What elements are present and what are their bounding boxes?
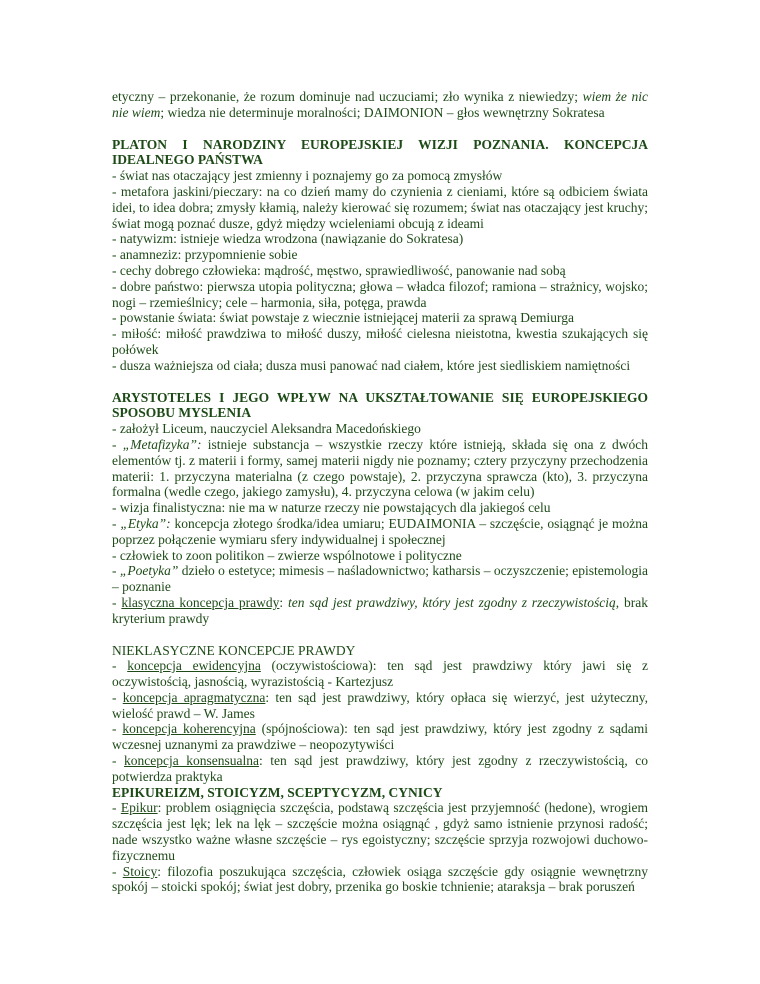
platon-item: - anamneziz: przypomnienie sobie (112, 247, 298, 263)
platon-item: - cechy dobrego człowieka: mądrość, męstwo, sprawiedliwość, panowanie nad sobą (112, 262, 566, 278)
platon-item: - powstanie świata: świat powstaje z wiecznie istniejącej materii za sprawą Demiurga (112, 310, 574, 326)
arystoteles-item: - wizja finalistyczna: nie ma w naturze rzeczy nie powstających dla jakiegoś celu (112, 500, 551, 516)
arystoteles-item: - człowiek to zoon politikon – zwierze wspólnotowe i polityczne (112, 547, 462, 563)
platon-item: - świat nas otaczający jest zmienny i poznajemy go za pomocą zmysłów (112, 168, 503, 184)
nieklasyczne-item: - koncepcja apragmatyczna: ten sąd jest prawdziwy, który opłaca się wierzyć, jest użyteczny, wielość prawd – W. James (112, 689, 648, 721)
koncepcja-apragmatyczna: koncepcja apragmatyczna (122, 689, 266, 705)
nieklasyczne-item: - koncepcja koherencyjna (spójnościowa): ten sąd jest prawdziwy, który jest zgodny z sądami wczesnej uznanymi za prawdziwe – neopozytywiści (112, 721, 648, 753)
arystoteles-etyka: - „Etyka”: koncepcja złotego środka/idea umiaru; EUDAIMONIA – szczęście, osiągnąć je można poprzez połączenie wymiaru sfery indywidualnej i społecznej (112, 515, 648, 547)
koncepcja-ewidencyjna: koncepcja ewidencyjna (127, 658, 261, 674)
nieklasyczne-item: - koncepcja ewidencyjna (oczywistościowa): ten sąd jest prawdziwy który jawi się z oczywistością, jasnością, wyrazistością - Kartezjusz (112, 658, 649, 690)
epikureizm-item: - Stoicy: filozofia poszukująca szczęścia, człowiek osiąga szczęście gdy osiągnie wewnętrzny spokój – stoicki spokój; świat jest dobry, przenika go boskie tchnienie; ataraksja – brak poruszeń (112, 863, 649, 895)
arystoteles-metafizyka: - „Metafizyka”: istnieje substancja – wszystkie rzeczy które istnieją, składa się ona z dwóch elementów tj. z materii i formy, samej materii nigdy nie poznamy; cztery przyczyny przechodzenia materii: 1. przyczyna materialna (z czego powstaje), 2. przyczyna sprawcza (kto), 3. przyczyna formalna (wedle czego, jakiego zamysłu), 4. przyczyna celowa (w jakim celu) (112, 436, 648, 500)
nieklasyczne-heading: NIEKLASYCZNE KONCEPCJE PRAWDY (112, 642, 356, 658)
platon-heading: PLATON I NARODZINY EUROPEJSKIEJ WIZJI POZNANIA. KONCEPCJA IDEALNEGO PAŃSTWA (112, 136, 648, 168)
metafizyka-title: „Metafizyka”: (122, 436, 202, 452)
arystoteles-item: - założył Liceum, nauczyciel Aleksandra Macedońskiego (112, 421, 421, 437)
epikureizm-heading: EPIKUREIZM, STOICYZM, SCEPTYCYZM, CYNICY (112, 784, 443, 800)
platon-item: - miłość: miłość prawdziwa to miłość duszy, miłość cielesna nieistotna, kwestia szukających się połówek (112, 326, 648, 357)
platon-item: - metafora jaskini/pieczary: na co dzień mamy do czynienia z cieniami, które są odbiciem świata idei, to idea dobra; zmysły kłamią, należy kierować się rozumem; świat nas otaczający jest kruchy; świat mogą poznać dusze, gdyż między wcieleniami obcują z ideami (112, 183, 648, 231)
klasyczna-definition: ten sąd jest prawdziwy, który jest zgodny z rzeczywistością (288, 594, 616, 610)
koncepcja-koherencyjna: koncepcja koherencyjna (122, 721, 256, 737)
stoicy-link: Stoicy (122, 863, 158, 879)
klasyczna-koncepcja-link: klasyczna koncepcja prawdy (121, 594, 280, 610)
arystoteles-klasyczna: - klasyczna koncepcja prawdy: ten sąd jest prawdziwy, który jest zgodny z rzeczywistością, brak kryterium prawdy (112, 594, 648, 626)
poetyka-title: „Poetyka” (119, 563, 179, 579)
platon-item: - dobre państwo: pierwsza utopia polityczna; głowa – władca filozof; ramiona – strażnicy, wojsko; nogi – rzemieślnicy; cele – harmonia, siła, potęga, prawda (112, 278, 648, 310)
epikureizm-item: - Epikur: problem osiągnięcia szczęścia, podstawą szczęścia jest przyjemność (hedone), wrogiem szczęścia jest lęk; lek na lęk – szczęście można osiągnąć , gdyż samo istnienie przynosi radość; nade wszystko ważne własne szczęście – rys egoistyczny; szczęście sprzyja rozwojowi duchowo-fizycznemu (112, 800, 648, 863)
arystoteles-poetyka: - „Poetyka” dzieło o estetyce; mimesis – naśladownictwo; katharsis – oczyszczenie; epistemologia – poznanie (112, 563, 648, 595)
nieklasyczne-item: - koncepcja konsensualna: ten sąd jest prawdziwy, który jest zgodny z rzeczywistością, co potwierdza praktyka (112, 753, 649, 784)
arystoteles-heading: ARYSTOTELES I JEGO WPŁYW NA UKSZTAŁTOWANIE SIĘ EUROPEJSKIEGO SPOSOBU MYSLENIA (112, 389, 648, 421)
platon-item: - dusza ważniejsza od ciała; dusza musi panować nad ciałem, które jest siedliskiem namiętności (112, 357, 631, 373)
platon-item: - natywizm: istnieje wiedza wrodzona (nawiązanie do Sokratesa) (112, 231, 464, 247)
etyka-title: „Etyka”: (120, 515, 171, 531)
intro-paragraph: etyczny – przekonanie, że rozum dominuje nad uczuciami; zło wynika z niewiedzy; wiem że nic nie wiem; wiedza nie determinuje moralności; DAIMONION – głos wewnętrzny Sokratesa (112, 89, 648, 120)
epikur-link: Epikur (120, 800, 158, 816)
koncepcja-konsensualna: koncepcja konsensualna (124, 753, 259, 769)
intro-italic-phrase: wiem że nic nie wiem (112, 89, 648, 120)
document-page (112, 89, 648, 895)
